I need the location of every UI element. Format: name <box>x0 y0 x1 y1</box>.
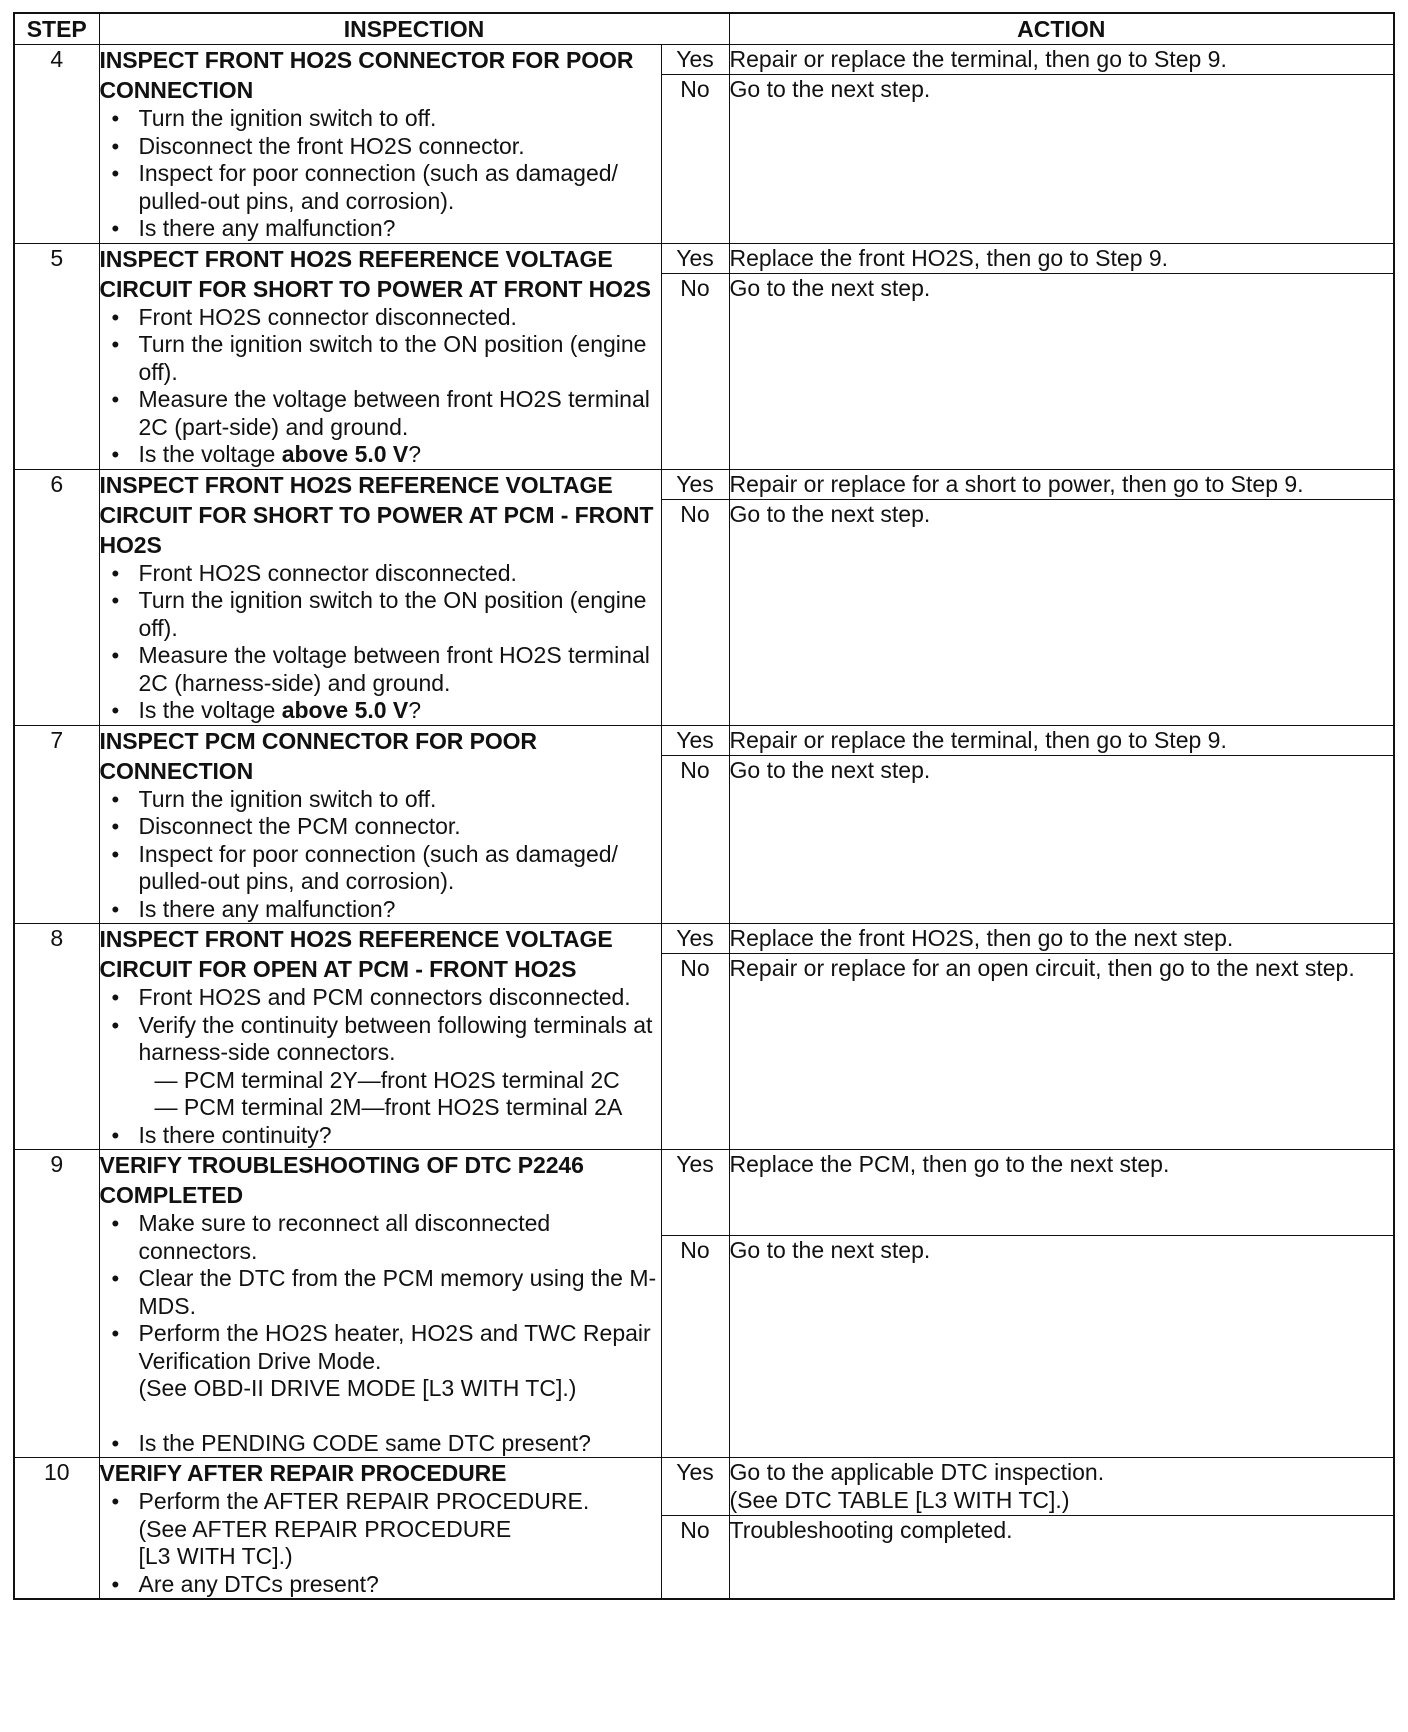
inspection-bullet: • Front HO2S connector disconnected. <box>100 304 661 332</box>
inspection-question <box>100 697 661 725</box>
no-action: Go to the next step. <box>729 499 1394 725</box>
inspection-bullets <box>100 105 661 243</box>
inspection-bullet: • Is there any malfunction? <box>100 215 661 243</box>
table-row <box>14 469 1394 499</box>
inspection-bullets <box>100 984 661 1149</box>
inspection-cell <box>99 469 661 725</box>
reference-link[interactable]: (See DTC TABLE [L3 WITH TC].) <box>729 1487 1070 1513</box>
inspection-bullets <box>100 560 661 725</box>
diagnostic-procedure-table <box>13 12 1395 1600</box>
no-action: Go to the next step. <box>729 273 1394 469</box>
inspection-title: INSPECT FRONT HO2S REFERENCE VOLTAGE CIRCUIT FOR OPEN AT PCM - FRONT HO2S <box>99 926 613 982</box>
yes-action: Replace the PCM, then go to the next step. <box>729 1150 1394 1236</box>
inspection-bullet: • Turn the ignition switch to off. <box>100 786 661 814</box>
yes-label: Yes <box>661 1458 729 1516</box>
inspection-bullets <box>100 1488 661 1598</box>
step-number: 8 <box>14 924 99 1150</box>
table-row <box>14 924 1394 954</box>
question-text: Is the voltage <box>138 441 282 467</box>
bullet-text: Perform the HO2S heater, HO2S and TWC Repair Verification Drive Mode. <box>138 1320 651 1374</box>
step-number: 4 <box>14 45 99 244</box>
no-label: No <box>661 755 729 924</box>
inspection-bullet: • Measure the voltage between front HO2S terminal 2C (harness-side) and ground. <box>100 642 661 697</box>
yes-action: Repair or replace the terminal, then go to Step 9. <box>729 725 1394 755</box>
inspection-title: INSPECT FRONT HO2S CONNECTOR FOR POOR CONNECTION <box>99 47 634 103</box>
no-action: Troubleshooting completed. <box>729 1516 1394 1600</box>
terminal-pair: — PCM terminal 2M—front HO2S terminal 2A <box>154 1094 623 1120</box>
inspection-bullet: • Front HO2S and PCM connectors disconnected. <box>100 984 661 1012</box>
question-end: ? <box>408 441 422 467</box>
table-row <box>14 1458 1394 1516</box>
inspection-bullet <box>100 1488 661 1571</box>
inspection-title: VERIFY AFTER REPAIR PROCEDURE <box>99 1460 507 1486</box>
no-label: No <box>661 1516 729 1600</box>
table-row <box>14 1150 1394 1236</box>
yes-action: Repair or replace for a short to power, then go to Step 9. <box>729 469 1394 499</box>
inspection-title: INSPECT FRONT HO2S REFERENCE VOLTAGE CIRCUIT FOR SHORT TO POWER AT FRONT HO2S <box>99 245 651 302</box>
yes-label: Yes <box>661 243 729 273</box>
procedure-document <box>13 12 1393 1600</box>
yes-action-text: Go to the applicable DTC inspection. <box>729 1459 1105 1485</box>
no-label: No <box>661 273 729 469</box>
yes-action <box>729 1458 1394 1516</box>
inspection-cell <box>99 725 661 924</box>
inspection-bullet: • Clear the DTC from the PCM memory using the M-MDS. <box>100 1265 661 1320</box>
question-end: ? <box>408 697 422 723</box>
question-threshold: above 5.0 V <box>281 697 409 723</box>
inspection-title: INSPECT FRONT HO2S REFERENCE VOLTAGE CIRCUIT FOR SHORT TO POWER AT PCM - FRONT HO2S <box>99 471 654 558</box>
question-text: Is the voltage <box>138 697 282 723</box>
table-row <box>14 725 1394 755</box>
inspection-question <box>100 441 661 469</box>
reference-link[interactable]: (See AFTER REPAIR PROCEDURE <box>138 1515 512 1542</box>
header-inspection: INSPECTION <box>99 13 729 45</box>
inspection-bullet <box>100 1012 661 1122</box>
no-action: Repair or replace for an open circuit, then go to the next step. <box>729 954 1394 1150</box>
yes-action: Replace the front HO2S, then go to the next step. <box>729 924 1394 954</box>
yes-label: Yes <box>661 725 729 755</box>
no-action: Go to the next step. <box>729 75 1394 244</box>
step-number: 9 <box>14 1150 99 1458</box>
yes-label: Yes <box>661 469 729 499</box>
yes-label: Yes <box>661 924 729 954</box>
inspection-title: VERIFY TROUBLESHOOTING OF DTC P2246 COMPLETED <box>99 1152 584 1208</box>
step-number: 5 <box>14 243 99 469</box>
inspection-bullets <box>100 786 661 924</box>
header-action: ACTION <box>729 13 1394 45</box>
step-number: 6 <box>14 469 99 725</box>
step-number: 7 <box>14 725 99 924</box>
inspection-bullet <box>100 1320 661 1403</box>
no-label: No <box>661 954 729 1150</box>
terminal-pairs <box>139 1067 661 1122</box>
yes-label: Yes <box>661 45 729 75</box>
reference-link[interactable]: (See OBD-II DRIVE MODE [L3 WITH TC].) <box>138 1375 577 1401</box>
table-row <box>14 45 1394 75</box>
inspection-bullet: • Measure the voltage between front HO2S terminal 2C (part-side) and ground. <box>100 386 661 441</box>
inspection-cell <box>99 1150 661 1458</box>
inspection-bullet: • Turn the ignition switch to the ON position (engine off). <box>100 331 661 386</box>
inspection-bullet: • Make sure to reconnect all disconnected connectors. <box>100 1210 661 1265</box>
yes-label: Yes <box>661 1150 729 1236</box>
header-step: STEP <box>14 13 99 45</box>
inspection-bullet: • Are any DTCs present? <box>100 1571 661 1599</box>
step-number: 10 <box>14 1458 99 1600</box>
inspection-bullet: • Turn the ignition switch to off. <box>100 105 661 133</box>
inspection-bullet: • Disconnect the front HO2S connector. <box>100 133 661 161</box>
no-label: No <box>661 75 729 244</box>
yes-action: Repair or replace the terminal, then go to Step 9. <box>729 45 1394 75</box>
no-action: Go to the next step. <box>729 1236 1394 1458</box>
inspection-bullet: • Disconnect the PCM connector. <box>100 813 661 841</box>
table-header-row <box>14 13 1394 45</box>
terminal-pair: — PCM terminal 2Y—front HO2S terminal 2C <box>154 1066 620 1093</box>
bullet-text: Perform the AFTER REPAIR PROCEDURE. <box>138 1488 590 1514</box>
inspection-bullets <box>100 304 661 469</box>
table-row <box>14 243 1394 273</box>
inspection-bullet: • Is there any malfunction? <box>100 896 661 924</box>
bullet-text: Verify the continuity between following terminals at harness-side connectors. <box>138 1011 653 1065</box>
inspection-cell <box>99 924 661 1150</box>
inspection-bullet: • Front HO2S connector disconnected. <box>100 560 661 588</box>
inspection-bullet: • Is there continuity? <box>100 1122 661 1150</box>
inspection-cell <box>99 243 661 469</box>
inspection-bullet: • Inspect for poor connection (such as damaged/ pulled-out pins, and corrosion). <box>100 841 661 896</box>
inspection-bullet: • Turn the ignition switch to the ON position (engine off). <box>100 587 661 642</box>
inspection-bullets <box>100 1210 661 1457</box>
inspection-bullet: • Is the PENDING CODE same DTC present? <box>100 1430 661 1458</box>
inspection-cell <box>99 1458 661 1600</box>
reference-link-cont[interactable]: [L3 WITH TC].) <box>138 1543 293 1569</box>
inspection-cell <box>99 45 661 244</box>
no-action: Go to the next step. <box>729 755 1394 924</box>
inspection-title: INSPECT PCM CONNECTOR FOR POOR CONNECTION <box>99 727 537 784</box>
yes-action: Replace the front HO2S, then go to Step 9. <box>729 243 1394 273</box>
question-threshold: above 5.0 V <box>281 441 409 467</box>
no-label: No <box>661 1236 729 1458</box>
inspection-bullet: • Inspect for poor connection (such as damaged/ pulled-out pins, and corrosion). <box>100 160 661 215</box>
no-label: No <box>661 499 729 725</box>
